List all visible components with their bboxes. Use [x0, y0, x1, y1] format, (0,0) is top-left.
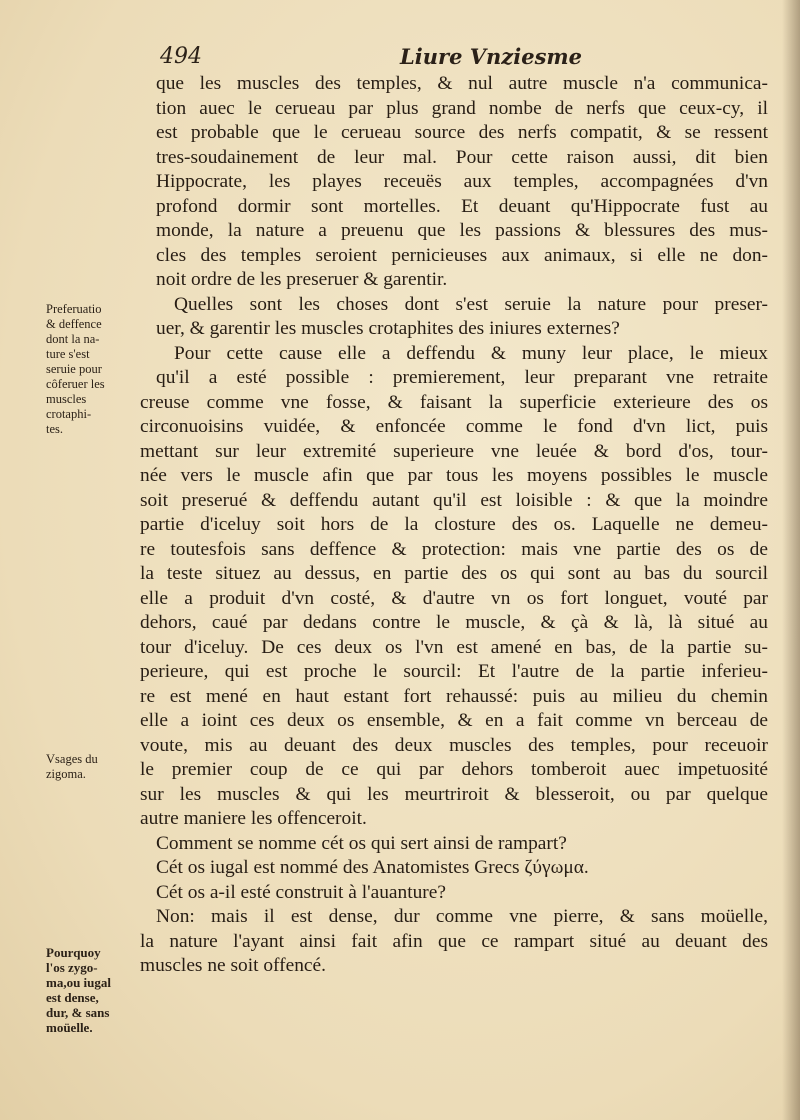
margin-note-line: & deffence — [46, 317, 102, 331]
text-line: muscles ne soit offencé. — [140, 955, 326, 976]
text-line: la nature l'ayant ainsi fait afin que ce rampart situé au deuant des — [140, 930, 768, 952]
text-line: tour d'iceluy. De ces deux os l'vn est amené en bas, de la partie su- — [140, 636, 768, 658]
question-line: uer, & garentir les muscles crotaphites des iniures externes? — [156, 318, 620, 339]
text-line: tion auec le cerueau par plus grand nombe de nerfs que ceux-cy, il — [156, 97, 768, 119]
answer-line: Non: mais il est dense, dur comme vne pierre, & sans moüelle, — [156, 906, 768, 927]
text-line: creuse comme vne fosse, & faisant la superficie exterieure des os — [140, 391, 768, 413]
text-line: noit ordre de les preseruer & garentir. — [156, 269, 448, 290]
text-line: que les muscles des temples, & nul autre muscle n'a communica- — [156, 73, 768, 94]
text-line: cles des temples seroient pernicieuses aux animaux, si elle ne don- — [156, 244, 768, 266]
margin-note-line: Preferuatio — [46, 302, 102, 316]
text-line: la teste situez au dessus, en partie des os qui sont au bas du sourcil — [140, 563, 768, 584]
margin-note-line: côferuer les — [46, 377, 105, 391]
margin-note-line: dont la na- — [46, 332, 100, 346]
margin-note-line: zigoma. — [46, 767, 86, 781]
running-title: Liure Vnziesme — [400, 44, 582, 69]
text-line: profond dormir sont mortelles. Et deuant qu'Hippocrate fust au — [156, 195, 768, 217]
page-header — [160, 44, 760, 70]
margin-note-pourquoy — [46, 945, 146, 1035]
question-line: Cét os a-il esté construit à l'auanture? — [156, 881, 446, 903]
margin-note-line: Vsages du — [46, 752, 98, 766]
text-line: voute, mis au deuant des deux muscles des temples, pour receuoir — [140, 734, 768, 756]
margin-note-zigoma — [46, 752, 146, 782]
margin-note-line: moüelle. — [46, 1020, 93, 1035]
text-line: re toutesfois sans deffence & protection: mais vne partie des os de — [140, 538, 768, 560]
margin-note-line: Pourquoy — [46, 945, 101, 960]
text-line: tres-soudainement de leur mal. Pour cette raison aussi, dit bien — [156, 146, 768, 168]
page-edge-shadow — [782, 0, 800, 1120]
text-line: elle a produit d'vn costé, & d'autre vn os fort longuet, vouté par — [140, 587, 768, 609]
question-line: Comment se nomme cét os qui sert ainsi de rampart? — [156, 832, 567, 854]
margin-note-line: ma,ou iugal — [46, 975, 112, 990]
body-text — [140, 72, 768, 979]
text-line: re est mené en haut estant fort rehaussé: puis au milieu du chemin — [140, 685, 768, 707]
margin-note-preseruation — [46, 302, 146, 437]
text-line: le premier coup de ce qui par dehors tomberoit auec impetuosité — [140, 759, 768, 780]
text-line: qu'il a esté possible : premierement, leur preparant vne retraite — [156, 367, 768, 388]
text-line: perieure, qui est proche le sourcil: Et l'autre de la partie inferieu- — [140, 661, 768, 682]
text-line: monde, la nature a preuenu que les passions & blessures des mus- — [156, 220, 768, 241]
margin-note-line: tes. — [46, 422, 64, 436]
text-line: sur les muscles & qui les meurtriroit & blesseroit, ou par quelque — [140, 783, 768, 805]
margin-note-line: est dense, — [46, 990, 99, 1005]
text-line: soit preserué & deffendu autant qu'il est loisible : & que la moindre — [140, 489, 768, 511]
text-line: autre maniere les offenceroit. — [140, 808, 367, 829]
text-line: Pour cette cause elle a deffendu & muny leur place, le mieux — [174, 342, 768, 364]
margin-note-line: crotaphi- — [46, 407, 92, 421]
text-line: Hippocrate, les playes receuës aux temples, accompagnées d'vn — [156, 171, 768, 192]
text-line: circonuoisins vuidée, & enfoncée comme le fond d'vn lict, puis — [140, 416, 768, 437]
text-line: dehors, caué par dedans contre le muscle, & çà & là, là situé au — [140, 612, 768, 633]
text-line: elle a ioint ces deux os ensemble, & en a fait comme vn berceau de — [140, 710, 768, 731]
answer-line: Cét os iugal est nommé des Anatomistes Grecs ζύγωμα. — [156, 857, 589, 878]
margin-note-line: seruie pour — [46, 362, 102, 376]
question-line: Quelles sont les choses dont s'est seruie la nature pour preser- — [174, 293, 768, 315]
margin-note-line: dur, & sans — [46, 1005, 110, 1020]
text-line: est probable que le cerueau source des nerfs compatit, & se ressent — [156, 122, 768, 143]
margin-note-line: muscles — [46, 392, 87, 406]
text-line: mettant sur leur extremité superieure vne leuée & bord d'os, tour- — [140, 440, 768, 462]
text-line: partie d'iceluy soit hors de la closture des os. Laquelle ne demeu- — [140, 514, 768, 535]
margin-note-line: ture s'est — [46, 347, 90, 361]
margin-note-line: l'os zygo- — [46, 960, 98, 975]
text-line: née vers le muscle afin que par tous les moyens possibles le muscle — [140, 465, 768, 486]
page-number: 494 — [160, 44, 202, 69]
